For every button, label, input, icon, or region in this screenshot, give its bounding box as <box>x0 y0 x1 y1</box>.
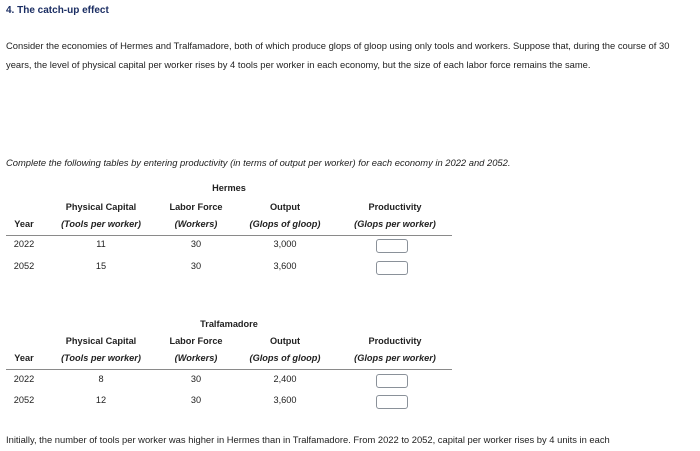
labor-cell: 30 <box>190 374 202 384</box>
column-header-capital: Physical Capital <box>65 336 137 346</box>
column-unit-output: (Glops of gloop) <box>249 353 321 363</box>
table-unit-row <box>6 353 452 367</box>
labor-cell: 30 <box>190 261 202 271</box>
column-header-productivity: Productivity <box>368 202 422 212</box>
instructions: Complete the following tables by entering productivity (in terms of output per worker) for each economy in 2022 and 2052. <box>6 157 511 168</box>
tralfamadore-table-title: Tralfamadore <box>200 319 258 329</box>
column-unit-capital: (Tools per worker) <box>61 353 141 363</box>
tralfamadore-2022-productivity-input[interactable] <box>376 374 408 388</box>
tralfamadore-table <box>6 319 452 419</box>
table-row <box>6 239 452 253</box>
column-unit-productivity: (Glops per worker) <box>354 219 436 229</box>
column-unit-productivity: (Glops per worker) <box>354 353 436 363</box>
output-cell: 3,600 <box>273 261 297 271</box>
hermes-table <box>6 183 452 283</box>
column-header-productivity: Productivity <box>368 336 422 346</box>
column-unit-labor: (Workers) <box>174 219 218 229</box>
column-header-output: Output <box>269 336 301 346</box>
question-heading: 4. The catch-up effect <box>6 5 109 16</box>
header-divider <box>6 235 452 236</box>
capital-cell: 11 <box>96 239 106 249</box>
capital-cell: 8 <box>98 374 104 384</box>
hermes-table-title: Hermes <box>212 183 246 193</box>
year-cell: 2022 <box>13 239 35 249</box>
output-cell: 3,600 <box>273 395 297 405</box>
table-unit-row <box>6 219 452 233</box>
table-header-row <box>6 202 452 216</box>
table-row <box>6 395 452 409</box>
labor-cell: 30 <box>190 395 202 405</box>
table-header-row <box>6 336 452 350</box>
header-divider <box>6 369 452 370</box>
column-header-capital: Physical Capital <box>65 202 137 212</box>
table-row <box>6 261 452 275</box>
footer-paragraph: Initially, the number of tools per worker was higher in Hermes than in Tralfamadore. From 2022 to 2052, capital per worker rises by 4 units in each <box>6 434 610 445</box>
year-cell: 2052 <box>13 395 35 405</box>
year-cell: 2052 <box>13 261 35 271</box>
column-header-year: Year <box>14 353 34 363</box>
hermes-2022-productivity-input[interactable] <box>376 239 408 253</box>
intro-paragraph: Consider the economies of Hermes and Tralfamadore, both of which produce glops of gloop using only tools and workers. Suppose that, during the course of 30 years, the level of physical capital per worker rises by 4 tools per worker in each economy, but the size of each labor force remains the same. <box>6 40 670 70</box>
output-cell: 3,000 <box>273 239 297 249</box>
capital-cell: 12 <box>95 395 107 405</box>
labor-cell: 30 <box>190 239 202 249</box>
table-row <box>6 374 452 388</box>
tralfamadore-2052-productivity-input[interactable] <box>376 395 408 409</box>
capital-cell: 15 <box>95 261 107 271</box>
column-header-output: Output <box>269 202 301 212</box>
output-cell: 2,400 <box>273 374 297 384</box>
year-cell: 2022 <box>13 374 35 384</box>
column-header-year: Year <box>14 219 34 229</box>
hermes-2052-productivity-input[interactable] <box>376 261 408 275</box>
column-header-labor: Labor Force <box>169 336 223 346</box>
column-unit-output: (Glops of gloop) <box>249 219 321 229</box>
column-unit-labor: (Workers) <box>174 353 218 363</box>
column-unit-capital: (Tools per worker) <box>61 219 141 229</box>
column-header-labor: Labor Force <box>169 202 223 212</box>
